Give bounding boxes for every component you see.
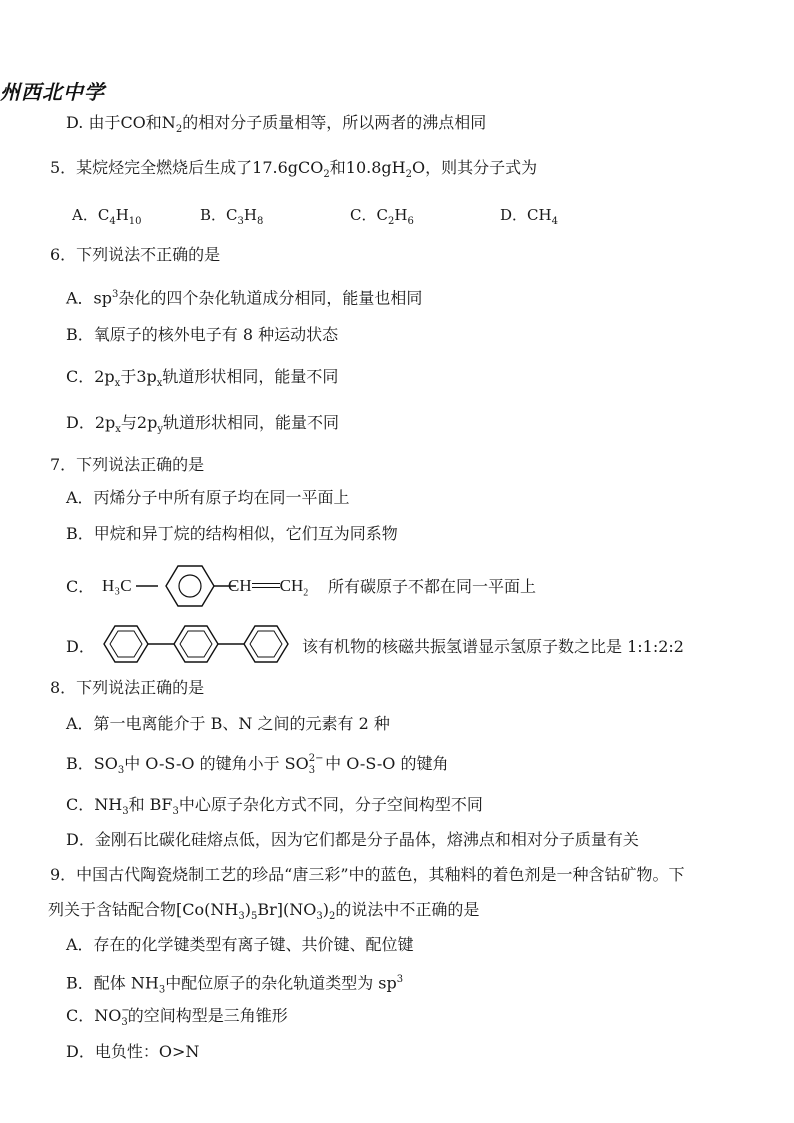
- q5-option-a: A．$C_4H_{10}$: [72, 206, 142, 227]
- q6-stem: 6．下列说法不正确的是: [50, 245, 221, 264]
- q7-c-methyl: H₃C: [102, 576, 132, 595]
- q7-option-d-label: D．: [66, 637, 95, 656]
- stem-text: 和10.8gH: [329, 158, 406, 177]
- q4-option-d: D. 由于CO和$N_2$的相对分子质量相等，所以两者的沸点相同: [66, 113, 487, 136]
- q8-option-b: B．$SO_3$中 O-S-O 的键角小于 $SO_3$ 2− 中 O-S-O 的键角: [66, 753, 449, 777]
- q7-c-vinyl: CH $CH_2$: [228, 576, 309, 599]
- q8-option-a: A．第一电离能介于 B、N 之间的元素有 2 种: [66, 714, 390, 733]
- stem-text: O，则其分子式为: [412, 158, 538, 177]
- q6-option-a: A．$sp^3$杂化的四个杂化轨道成分相同，能量也相同: [66, 288, 423, 308]
- q6-option-c: C．$2p_x$于$3p_x$轨道形状相同，能量不同: [66, 367, 339, 390]
- option-text: 的相对分子质量相等，所以两者的沸点相同: [182, 113, 487, 132]
- q7-option-b: B．甲烷和异丁烷的结构相似，它们互为同系物: [66, 524, 398, 543]
- q7-stem: 7．下列说法正确的是: [50, 455, 205, 474]
- option-label: D.: [66, 113, 84, 132]
- q5-option-c: C．$C_2H_6$: [350, 206, 414, 227]
- q7-option-a: A．丙烯分子中所有原子均在同一平面上: [66, 488, 350, 507]
- q9-option-a: A．存在的化学键类型有离子键、共价键、配位键: [66, 935, 414, 954]
- q5-option-d: D．$CH_4$: [500, 206, 558, 227]
- q9-option-d: D．电负性：O>N: [66, 1042, 200, 1061]
- q5-stem: 5．某烷烃完全燃烧后生成了17.6gCO$_2$和$10.8gH_2O$，则其分子式为: [50, 158, 538, 181]
- option-text: 由于CO和N: [88, 113, 176, 132]
- q7-c-benzene-ring: [136, 560, 236, 612]
- q8-option-d: D．金刚石比碳化硅熔点低，因为它们都是分子晶体，熔沸点和相对分子质量有关: [66, 830, 639, 849]
- q9-option-c: C．$NO_3$ − 的空间构型是三角锥形: [66, 1005, 288, 1029]
- q9-stem-line2: 列关于含钴配合物$[Co(NH_3)_5Br](NO_3)_2$的说法中不正确的是: [48, 900, 480, 923]
- q7-option-c-label: C．: [66, 577, 95, 596]
- school-logo: 州西北中学: [0, 80, 105, 104]
- q6-option-b: B．氧原子的核外电子有 8 种运动状态: [66, 325, 339, 344]
- stem-text: 5．某烷烃完全燃烧后生成了17.6gCO: [50, 158, 324, 177]
- q9-stem-line1: 9．中国古代陶瓷烧制工艺的珍品“唐三彩”中的蓝色，其釉料的着色剂是一种含钴矿物。下: [50, 865, 685, 884]
- q8-option-c: C．$NH_3$和 $BF_3$中心原子杂化方式不同，分子空间构型不同: [66, 795, 483, 818]
- q9-option-b: B．配体 $NH_3$中配位原子的杂化轨道类型为 $sp^3$: [66, 973, 404, 996]
- q7-d-terphenyl: [100, 620, 296, 668]
- q5-option-b: B．$C_3H_8$: [200, 206, 264, 227]
- q8-stem: 8．下列说法正确的是: [50, 678, 205, 697]
- q7-option-d-text: 该有机物的核磁共振氢谱显示氢原子数之比是 1:1:2:2: [302, 637, 684, 656]
- q7-option-c-text: 所有碳原子不都在同一平面上: [328, 577, 537, 596]
- q6-option-d: D．$2p_x$与$2p_y$轨道形状相同，能量不同: [66, 413, 340, 436]
